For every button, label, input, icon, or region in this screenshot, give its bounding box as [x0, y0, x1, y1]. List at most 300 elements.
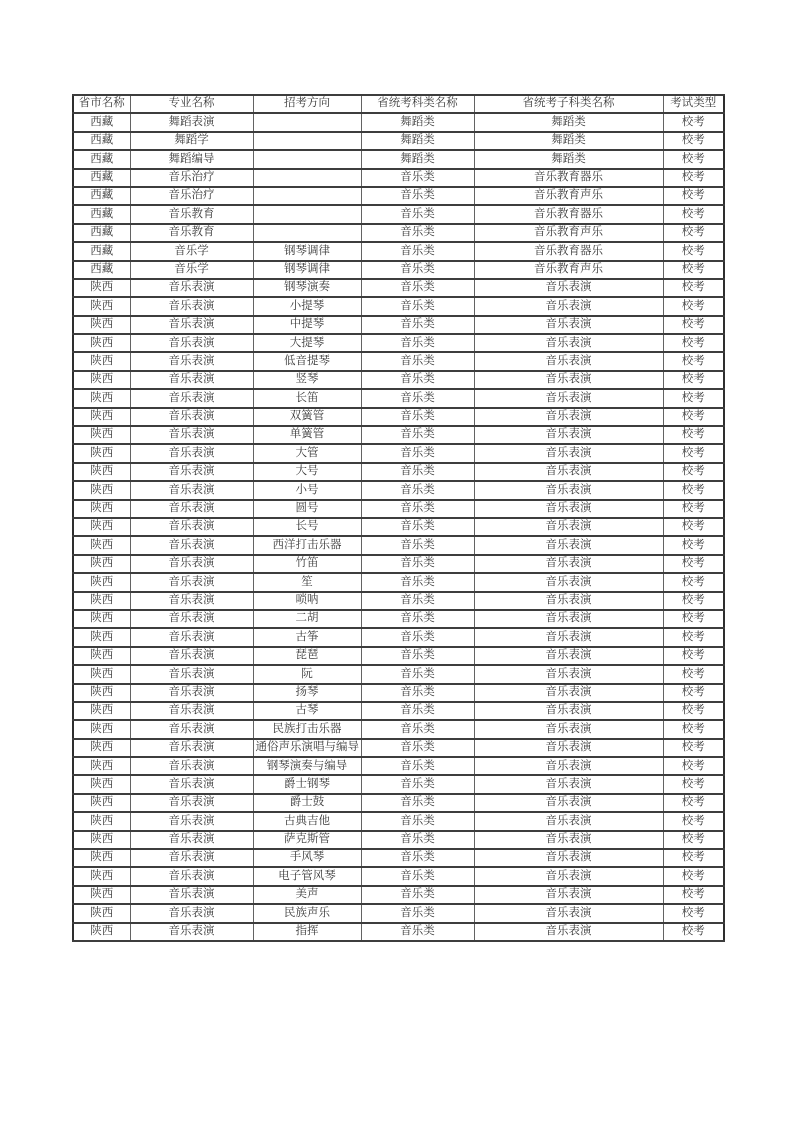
cell: 音乐表演: [474, 297, 663, 315]
cell: 音乐类: [361, 169, 474, 187]
cell: 校考: [663, 316, 724, 334]
cell: 音乐表演: [130, 316, 253, 334]
cell: 校考: [663, 518, 724, 536]
cell: 音乐教育声乐: [474, 261, 663, 279]
cell: 音乐表演: [474, 389, 663, 407]
cell: 陕西: [73, 371, 130, 389]
cell: 音乐表演: [130, 849, 253, 867]
cell: 唢呐: [253, 592, 361, 610]
cell: 校考: [663, 463, 724, 481]
cell: 陕西: [73, 739, 130, 757]
cell: 音乐表演: [474, 831, 663, 849]
cell: [253, 205, 361, 223]
table-row: [73, 536, 724, 554]
table-row: [73, 113, 724, 131]
cell: 音乐表演: [130, 757, 253, 775]
cell: 音乐表演: [130, 555, 253, 573]
table-row: [73, 684, 724, 702]
cell: 陕西: [73, 536, 130, 554]
cell: 通俗声乐演唱与编导: [253, 739, 361, 757]
table-row: [73, 169, 724, 187]
cell: 校考: [663, 113, 724, 131]
table-body: [73, 113, 724, 941]
cell: 陕西: [73, 702, 130, 720]
cell: 音乐表演: [130, 536, 253, 554]
cell: 音乐表演: [474, 849, 663, 867]
table-row: [73, 628, 724, 646]
table-row: [73, 444, 724, 462]
cell: 陕西: [73, 684, 130, 702]
cell: 陕西: [73, 389, 130, 407]
table-row: [73, 481, 724, 499]
cell: 音乐类: [361, 849, 474, 867]
cell: 音乐教育: [130, 224, 253, 242]
cell: 音乐表演: [130, 647, 253, 665]
cell: 舞蹈类: [474, 113, 663, 131]
cell: 小提琴: [253, 297, 361, 315]
table-row: [73, 573, 724, 591]
cell: 音乐表演: [130, 573, 253, 591]
cell: 音乐类: [361, 481, 474, 499]
cell: 音乐类: [361, 371, 474, 389]
cell: 音乐表演: [130, 408, 253, 426]
table-row: [73, 242, 724, 260]
cell: 音乐教育声乐: [474, 187, 663, 205]
cell: 舞蹈类: [361, 150, 474, 168]
cell: 音乐学: [130, 242, 253, 260]
cell: 音乐表演: [130, 463, 253, 481]
cell: 陕西: [73, 463, 130, 481]
cell: 校考: [663, 794, 724, 812]
cell: 音乐表演: [130, 628, 253, 646]
cell: 音乐表演: [474, 555, 663, 573]
cell: 音乐表演: [130, 867, 253, 885]
cell: 音乐表演: [474, 665, 663, 683]
header-row: [73, 95, 724, 113]
cell: 音乐类: [361, 536, 474, 554]
cell: 民族声乐: [253, 904, 361, 922]
cell: 西藏: [73, 132, 130, 150]
cell: 校考: [663, 371, 724, 389]
cell: 音乐类: [361, 316, 474, 334]
cell: [253, 113, 361, 131]
table-row: [73, 757, 724, 775]
cell: 校考: [663, 150, 724, 168]
cell: 扬琴: [253, 684, 361, 702]
cell: 音乐表演: [130, 665, 253, 683]
cell: 陕西: [73, 849, 130, 867]
cell: 校考: [663, 555, 724, 573]
cell: 校考: [663, 242, 724, 260]
cell: 音乐类: [361, 261, 474, 279]
table-row: [73, 334, 724, 352]
cell: 音乐类: [361, 334, 474, 352]
table-row: [73, 187, 724, 205]
cell: 陕西: [73, 904, 130, 922]
cell: 音乐表演: [474, 867, 663, 885]
cell: 校考: [663, 739, 724, 757]
cell: 笙: [253, 573, 361, 591]
table-row: [73, 739, 724, 757]
cell: 陕西: [73, 628, 130, 646]
cell: 音乐治疗: [130, 169, 253, 187]
cell: 中提琴: [253, 316, 361, 334]
cell: 电子管风琴: [253, 867, 361, 885]
cell: 音乐表演: [130, 444, 253, 462]
cell: 单簧管: [253, 426, 361, 444]
cell: 音乐表演: [474, 720, 663, 738]
cell: 音乐类: [361, 647, 474, 665]
cell: 校考: [663, 775, 724, 793]
cell: 校考: [663, 904, 724, 922]
cell: 舞蹈学: [130, 132, 253, 150]
cell: 大管: [253, 444, 361, 462]
cell: 萨克斯管: [253, 831, 361, 849]
table-row: [73, 555, 724, 573]
cell: 音乐表演: [474, 518, 663, 536]
cell: 音乐教育器乐: [474, 205, 663, 223]
cell: [253, 169, 361, 187]
table-row: [73, 886, 724, 904]
cell: 音乐表演: [474, 886, 663, 904]
table-row: [73, 150, 724, 168]
cell: 陕西: [73, 867, 130, 885]
cell: 舞蹈类: [361, 113, 474, 131]
cell: 音乐类: [361, 555, 474, 573]
cell: 音乐表演: [130, 886, 253, 904]
cell: 音乐类: [361, 628, 474, 646]
cell: 校考: [663, 224, 724, 242]
cell: 音乐类: [361, 702, 474, 720]
cell: 校考: [663, 536, 724, 554]
cell: 陕西: [73, 573, 130, 591]
cell: 陕西: [73, 297, 130, 315]
cell: 美声: [253, 886, 361, 904]
cell: 音乐类: [361, 463, 474, 481]
cell: 校考: [663, 592, 724, 610]
cell: 校考: [663, 352, 724, 370]
cell: 校考: [663, 757, 724, 775]
cell: 音乐类: [361, 867, 474, 885]
table-row: [73, 665, 724, 683]
table-header: [73, 95, 724, 113]
cell: 音乐表演: [474, 647, 663, 665]
cell: 二胡: [253, 610, 361, 628]
cell: 音乐类: [361, 444, 474, 462]
cell: 音乐类: [361, 757, 474, 775]
cell: 钢琴调律: [253, 242, 361, 260]
cell: 音乐表演: [474, 352, 663, 370]
cell: 大号: [253, 463, 361, 481]
cell: 校考: [663, 849, 724, 867]
cell: 长号: [253, 518, 361, 536]
table-row: [73, 316, 724, 334]
cell: 双簧管: [253, 408, 361, 426]
cell: 音乐表演: [130, 279, 253, 297]
cell: 音乐表演: [474, 775, 663, 793]
cell: 音乐表演: [130, 610, 253, 628]
cell: 舞蹈表演: [130, 113, 253, 131]
cell: 校考: [663, 610, 724, 628]
cell: 琵琶: [253, 647, 361, 665]
cell: 陕西: [73, 500, 130, 518]
cell: 音乐类: [361, 389, 474, 407]
cell: 西藏: [73, 113, 130, 131]
cell: 音乐表演: [130, 684, 253, 702]
cell: 校考: [663, 408, 724, 426]
cell: 音乐表演: [130, 426, 253, 444]
cell: 西藏: [73, 205, 130, 223]
table-row: [73, 205, 724, 223]
cell: 音乐类: [361, 297, 474, 315]
table-row: [73, 904, 724, 922]
table-row: [73, 426, 724, 444]
table-row: [73, 224, 724, 242]
cell: 陕西: [73, 426, 130, 444]
cell: 手风琴: [253, 849, 361, 867]
cell: 校考: [663, 665, 724, 683]
cell: 音乐表演: [474, 794, 663, 812]
table-row: [73, 647, 724, 665]
cell: 钢琴演奏与编导: [253, 757, 361, 775]
table-row: [73, 812, 724, 830]
cell: 舞蹈类: [474, 132, 663, 150]
table-row: [73, 610, 724, 628]
cell: 西藏: [73, 242, 130, 260]
cell: 校考: [663, 500, 724, 518]
cell: 圆号: [253, 500, 361, 518]
cell: 校考: [663, 628, 724, 646]
cell: 音乐类: [361, 352, 474, 370]
cell: 陕西: [73, 923, 130, 941]
cell: 校考: [663, 132, 724, 150]
cell: 音乐类: [361, 923, 474, 941]
cell: 音乐类: [361, 426, 474, 444]
cell: 音乐表演: [130, 904, 253, 922]
cell: 校考: [663, 867, 724, 885]
cell: 音乐类: [361, 205, 474, 223]
cell: 音乐表演: [474, 923, 663, 941]
cell: 音乐表演: [474, 757, 663, 775]
table-row: [73, 518, 724, 536]
table-row: [73, 794, 724, 812]
cell: 校考: [663, 886, 724, 904]
cell: 指挥: [253, 923, 361, 941]
cell: 校考: [663, 169, 724, 187]
cell: 陕西: [73, 720, 130, 738]
table-row: [73, 279, 724, 297]
column-header: 省市名称: [73, 95, 130, 113]
cell: [253, 150, 361, 168]
cell: 民族打击乐器: [253, 720, 361, 738]
cell: 音乐表演: [474, 279, 663, 297]
cell: 钢琴演奏: [253, 279, 361, 297]
cell: 西洋打击乐器: [253, 536, 361, 554]
table-row: [73, 500, 724, 518]
cell: 陕西: [73, 831, 130, 849]
cell: 音乐类: [361, 518, 474, 536]
cell: 音乐教育: [130, 205, 253, 223]
cell: 陕西: [73, 518, 130, 536]
cell: 校考: [663, 279, 724, 297]
table-row: [73, 297, 724, 315]
cell: 音乐类: [361, 831, 474, 849]
cell: 音乐表演: [474, 444, 663, 462]
cell: 音乐类: [361, 794, 474, 812]
cell: 低音提琴: [253, 352, 361, 370]
cell: 陕西: [73, 757, 130, 775]
cell: 校考: [663, 831, 724, 849]
cell: 音乐类: [361, 592, 474, 610]
cell: 陕西: [73, 775, 130, 793]
cell: 小号: [253, 481, 361, 499]
cell: [253, 132, 361, 150]
column-header: 专业名称: [130, 95, 253, 113]
cell: 竹笛: [253, 555, 361, 573]
column-header: 考试类型: [663, 95, 724, 113]
cell: 音乐表演: [474, 628, 663, 646]
cell: 音乐表演: [130, 794, 253, 812]
cell: [253, 224, 361, 242]
table-row: [73, 463, 724, 481]
cell: 陕西: [73, 334, 130, 352]
cell: 陕西: [73, 408, 130, 426]
table-row: [73, 352, 724, 370]
cell: 校考: [663, 444, 724, 462]
cell: 校考: [663, 205, 724, 223]
cell: 校考: [663, 720, 724, 738]
cell: 陕西: [73, 352, 130, 370]
table-row: [73, 849, 724, 867]
cell: 爵士鼓: [253, 794, 361, 812]
cell: 竖琴: [253, 371, 361, 389]
cell: 音乐表演: [474, 610, 663, 628]
cell: [253, 187, 361, 205]
cell: 音乐教育声乐: [474, 224, 663, 242]
cell: 陕西: [73, 794, 130, 812]
cell: 音乐教育器乐: [474, 242, 663, 260]
cell: 音乐治疗: [130, 187, 253, 205]
table-row: [73, 132, 724, 150]
cell: 音乐类: [361, 224, 474, 242]
cell: 音乐类: [361, 242, 474, 260]
cell: 音乐表演: [474, 463, 663, 481]
cell: 音乐表演: [474, 812, 663, 830]
cell: 音乐表演: [130, 352, 253, 370]
cell: 校考: [663, 481, 724, 499]
cell: 音乐表演: [474, 334, 663, 352]
cell: 音乐表演: [130, 831, 253, 849]
cell: 音乐表演: [474, 316, 663, 334]
cell: 音乐类: [361, 720, 474, 738]
cell: 音乐表演: [130, 702, 253, 720]
cell: 校考: [663, 389, 724, 407]
cell: 音乐类: [361, 279, 474, 297]
cell: 音乐表演: [130, 371, 253, 389]
table-row: [73, 702, 724, 720]
cell: 音乐表演: [130, 592, 253, 610]
cell: 音乐表演: [130, 775, 253, 793]
cell: 陕西: [73, 665, 130, 683]
cell: 音乐表演: [130, 923, 253, 941]
cell: 陕西: [73, 279, 130, 297]
cell: 音乐表演: [474, 481, 663, 499]
cell: 音乐类: [361, 408, 474, 426]
cell: 音乐表演: [130, 518, 253, 536]
cell: 西藏: [73, 187, 130, 205]
cell: 校考: [663, 334, 724, 352]
cell: 音乐表演: [474, 408, 663, 426]
table-row: [73, 261, 724, 279]
cell: 舞蹈编导: [130, 150, 253, 168]
cell: 音乐类: [361, 573, 474, 591]
cell: 舞蹈类: [361, 132, 474, 150]
cell: 音乐表演: [474, 371, 663, 389]
cell: 校考: [663, 573, 724, 591]
cell: 音乐类: [361, 187, 474, 205]
cell: 音乐类: [361, 886, 474, 904]
cell: 音乐表演: [130, 739, 253, 757]
cell: 校考: [663, 297, 724, 315]
cell: 钢琴调律: [253, 261, 361, 279]
cell: 大提琴: [253, 334, 361, 352]
cell: 西藏: [73, 224, 130, 242]
cell: 音乐表演: [130, 500, 253, 518]
cell: 校考: [663, 426, 724, 444]
cell: 音乐表演: [474, 500, 663, 518]
cell: 校考: [663, 923, 724, 941]
cell: 校考: [663, 261, 724, 279]
cell: 音乐类: [361, 739, 474, 757]
cell: 陕西: [73, 647, 130, 665]
table-row: [73, 831, 724, 849]
cell: 校考: [663, 684, 724, 702]
cell: 古琴: [253, 702, 361, 720]
cell: 陕西: [73, 555, 130, 573]
column-header: 省统考科类名称: [361, 95, 474, 113]
cell: 音乐类: [361, 684, 474, 702]
cell: 音乐表演: [474, 702, 663, 720]
cell: 爵士钢琴: [253, 775, 361, 793]
cell: 陕西: [73, 481, 130, 499]
table-row: [73, 592, 724, 610]
cell: 音乐类: [361, 904, 474, 922]
cell: 音乐类: [361, 665, 474, 683]
cell: 音乐表演: [474, 573, 663, 591]
column-header: 省统考子科类名称: [474, 95, 663, 113]
table-row: [73, 720, 724, 738]
cell: 陕西: [73, 316, 130, 334]
cell: 音乐学: [130, 261, 253, 279]
cell: 陕西: [73, 444, 130, 462]
cell: 舞蹈类: [474, 150, 663, 168]
cell: 音乐表演: [130, 334, 253, 352]
cell: 音乐表演: [474, 592, 663, 610]
cell: 阮: [253, 665, 361, 683]
cell: 西藏: [73, 150, 130, 168]
table-row: [73, 923, 724, 941]
cell: 音乐类: [361, 775, 474, 793]
cell: 陕西: [73, 886, 130, 904]
table-row: [73, 371, 724, 389]
cell: 西藏: [73, 261, 130, 279]
cell: 校考: [663, 702, 724, 720]
cell: 校考: [663, 812, 724, 830]
table-row: [73, 389, 724, 407]
cell: 西藏: [73, 169, 130, 187]
cell: 音乐表演: [130, 389, 253, 407]
cell: 音乐类: [361, 610, 474, 628]
